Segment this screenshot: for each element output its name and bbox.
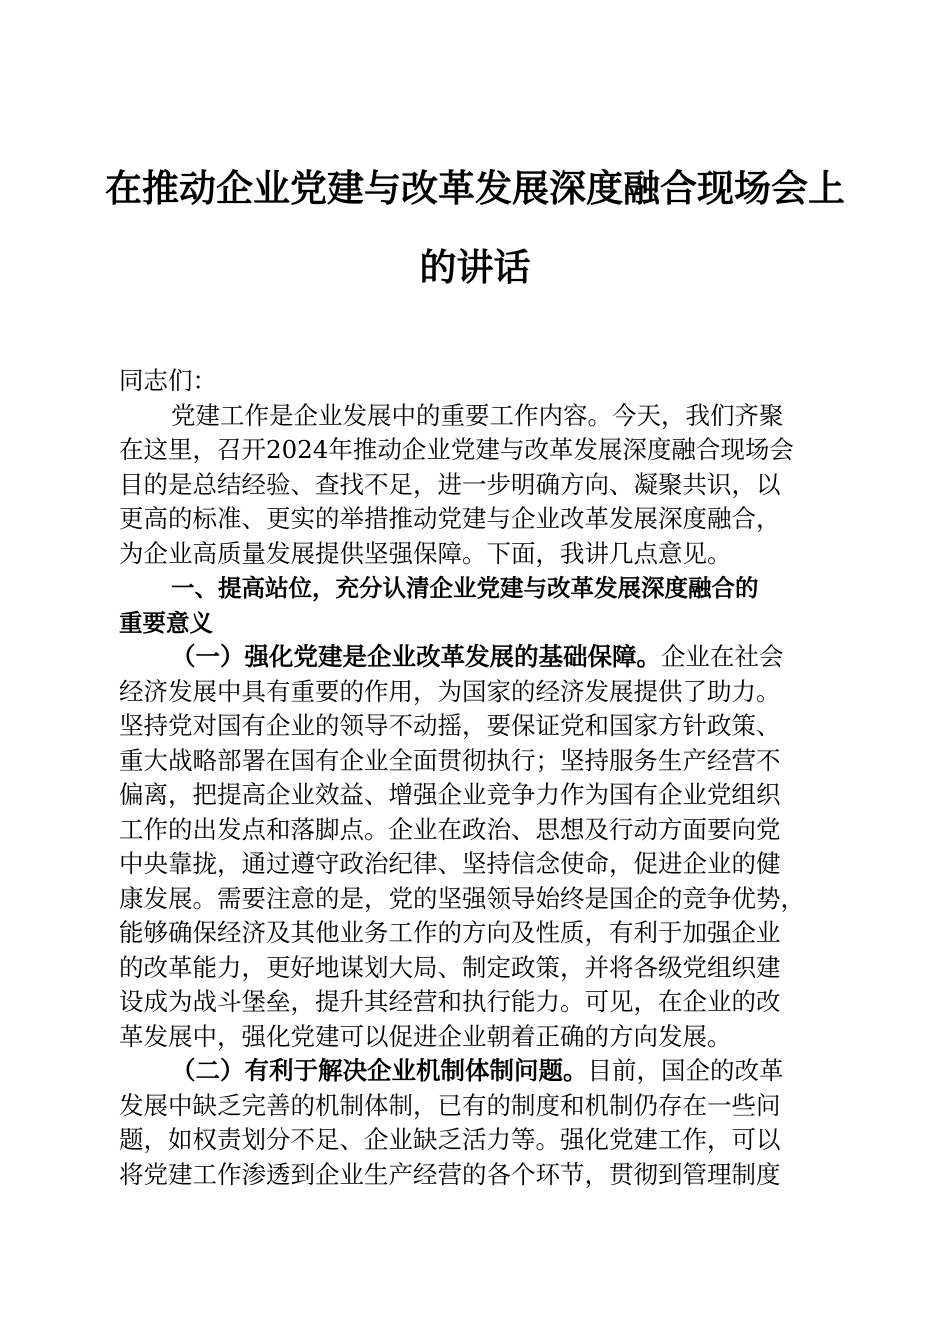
paragraph-line: 党建工作是企业发展中的重要工作内容。今天，我们齐聚 bbox=[171, 400, 784, 430]
intro-paragraph bbox=[119, 399, 839, 572]
paragraph-line: 革发展中，强化党建可以促进企业朝着正确的方向发展。 bbox=[119, 1021, 732, 1051]
point-2-lead: （二）有利于解决企业机制体制问题。 bbox=[171, 1056, 588, 1085]
section-1-heading bbox=[119, 571, 839, 640]
point-1-lead: （一）强化党建是企业改革发展的基础保障。 bbox=[171, 642, 661, 671]
section-heading-line: 重要意义 bbox=[119, 608, 213, 637]
paragraph-first-line bbox=[119, 640, 839, 675]
paragraph-line: 重大战略部署在国有企业全面贯彻执行；坚持服务生产经营不 bbox=[119, 745, 781, 775]
paragraph-line: 经济发展中具有重要的作用，为国家的经济发展提供了助力。 bbox=[119, 676, 781, 706]
paragraph-line: 中央靠拢，通过遵守政治纪律、坚持信念使命，促进企业的健 bbox=[119, 849, 781, 878]
document-body bbox=[119, 364, 839, 1192]
paragraph-line: 工作的出发点和落脚点。企业在政治、思想及行动方面要向党 bbox=[119, 814, 781, 844]
point-1-first-rest: 企业在社会 bbox=[661, 642, 784, 671]
paragraph-line: 题，如权责划分不足、企业缺乏活力等。强化党建工作，可以 bbox=[119, 1125, 781, 1154]
document-title-line-1: 在推动企业党建与改革发展深度融合现场会上 bbox=[105, 166, 845, 210]
salutation: 同志们： bbox=[119, 366, 217, 395]
paragraph-line: 康发展。需要注意的是，党的坚强领导始终是国企的竞争优势， bbox=[119, 883, 805, 913]
section-heading-line: 一、提高站位，充分认清企业党建与改革发展深度融合的 bbox=[171, 574, 759, 602]
paragraph-line: 偏离，把提高企业效益、增强企业竞争力作为国有企业党组织 bbox=[119, 780, 781, 809]
paragraph-line: 坚持党对国有企业的领导不动摇，要保证党和国家方针政策、 bbox=[119, 711, 781, 740]
paragraph-line: 设成为战斗堡垒，提升其经营和执行能力。可见，在企业的改 bbox=[119, 987, 781, 1016]
point-2-first-rest: 目前，国企的改革 bbox=[587, 1056, 784, 1085]
paragraph-first-line bbox=[119, 1054, 839, 1089]
paragraph-line: 更高的标准、更实的举措推动党建与企业改革发展深度融合， bbox=[119, 504, 781, 533]
paragraph-line: 为企业高质量发展提供坚强保障。下面，我讲几点意见。 bbox=[119, 538, 732, 568]
paragraph-line: 在这里，召开2024年推动企业党建与改革发展深度融合现场会 bbox=[119, 435, 794, 464]
point-2-paragraph bbox=[119, 1054, 839, 1192]
paragraph-line: 的改革能力，更好地谋划大局、制定政策，并将各级党组织建 bbox=[119, 952, 781, 982]
paragraph-line: 能够确保经济及其他业务工作的方向及性质，有利于加强企业 bbox=[119, 918, 781, 947]
paragraph-line: 将党建工作渗透到企业生产经营的各个环节，贯彻到管理制度 bbox=[119, 1159, 781, 1189]
paragraph-line: 目的是总结经验、查找不足，进一步明确方向、凝聚共识，以 bbox=[119, 469, 781, 499]
paragraph-line: 发展中缺乏完善的机制体制，已有的制度和机制仍存在一些问 bbox=[119, 1090, 781, 1120]
document-title-line-2: 的讲话 bbox=[419, 245, 531, 289]
point-1-paragraph bbox=[119, 640, 839, 1054]
